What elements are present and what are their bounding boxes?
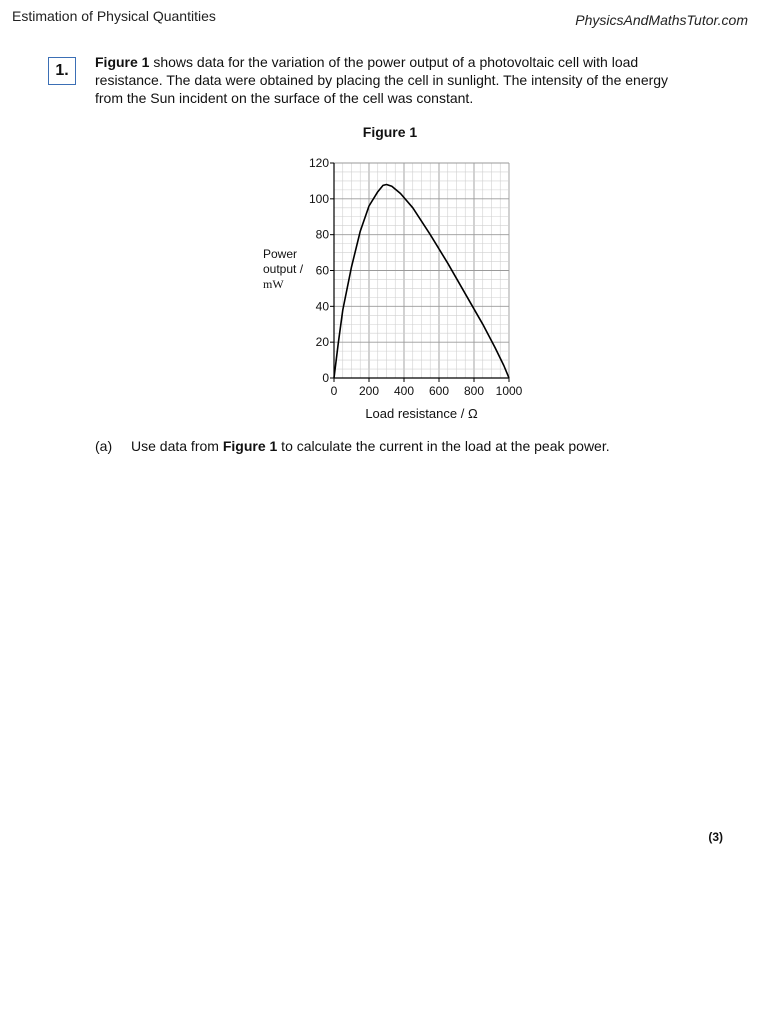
x-axis-label: Load resistance / Ω [365, 406, 478, 421]
y-axis-label-line: output / [263, 262, 304, 276]
figure-title: Figure 1 [362, 124, 418, 140]
part-a-question [95, 438, 610, 454]
intro-text: shows data for the variation of the power output of a photovoltaic cell with load resistance. The data were obtained by placing the cell in sunlight. The intensity of the energy from the Sun incident on the surface of the cell was constant. [95, 54, 669, 106]
x-tick-label: 1000 [495, 384, 523, 398]
y-tick-label: 0 [322, 371, 329, 385]
x-tick-label: 800 [463, 384, 485, 398]
intro-figure-ref: Figure 1 [95, 54, 150, 70]
question-number: 1. [48, 57, 76, 85]
y-tick-label: 100 [308, 191, 329, 206]
part-a-figure-ref: Figure 1 [222, 438, 278, 454]
site-name: PhysicsAndMathsTutor.com [575, 12, 748, 28]
power-output-chart [250, 150, 540, 425]
y-axis-label-line: Power [263, 247, 298, 261]
x-tick-label: 0 [330, 384, 338, 398]
part-a-text-post: to calculate the current in the load at the peak power. [277, 438, 610, 454]
part-a-text-pre: Use data from [131, 438, 223, 454]
y-tick-label: 20 [315, 335, 329, 350]
x-tick-label: 400 [393, 384, 415, 398]
y-tick-label: 40 [315, 299, 329, 314]
y-tick-label: 120 [308, 156, 329, 170]
x-tick-label: 600 [428, 384, 450, 398]
marks-allocation: (3) [708, 830, 723, 844]
y-axis-label-line: mW [263, 277, 284, 291]
y-tick-label: 80 [315, 227, 329, 242]
document-title: Estimation of Physical Quantities [12, 8, 216, 24]
y-tick-label: 60 [315, 263, 329, 278]
part-a-label: (a) [95, 438, 113, 454]
question-intro [95, 53, 685, 107]
x-tick-label: 200 [358, 384, 380, 398]
